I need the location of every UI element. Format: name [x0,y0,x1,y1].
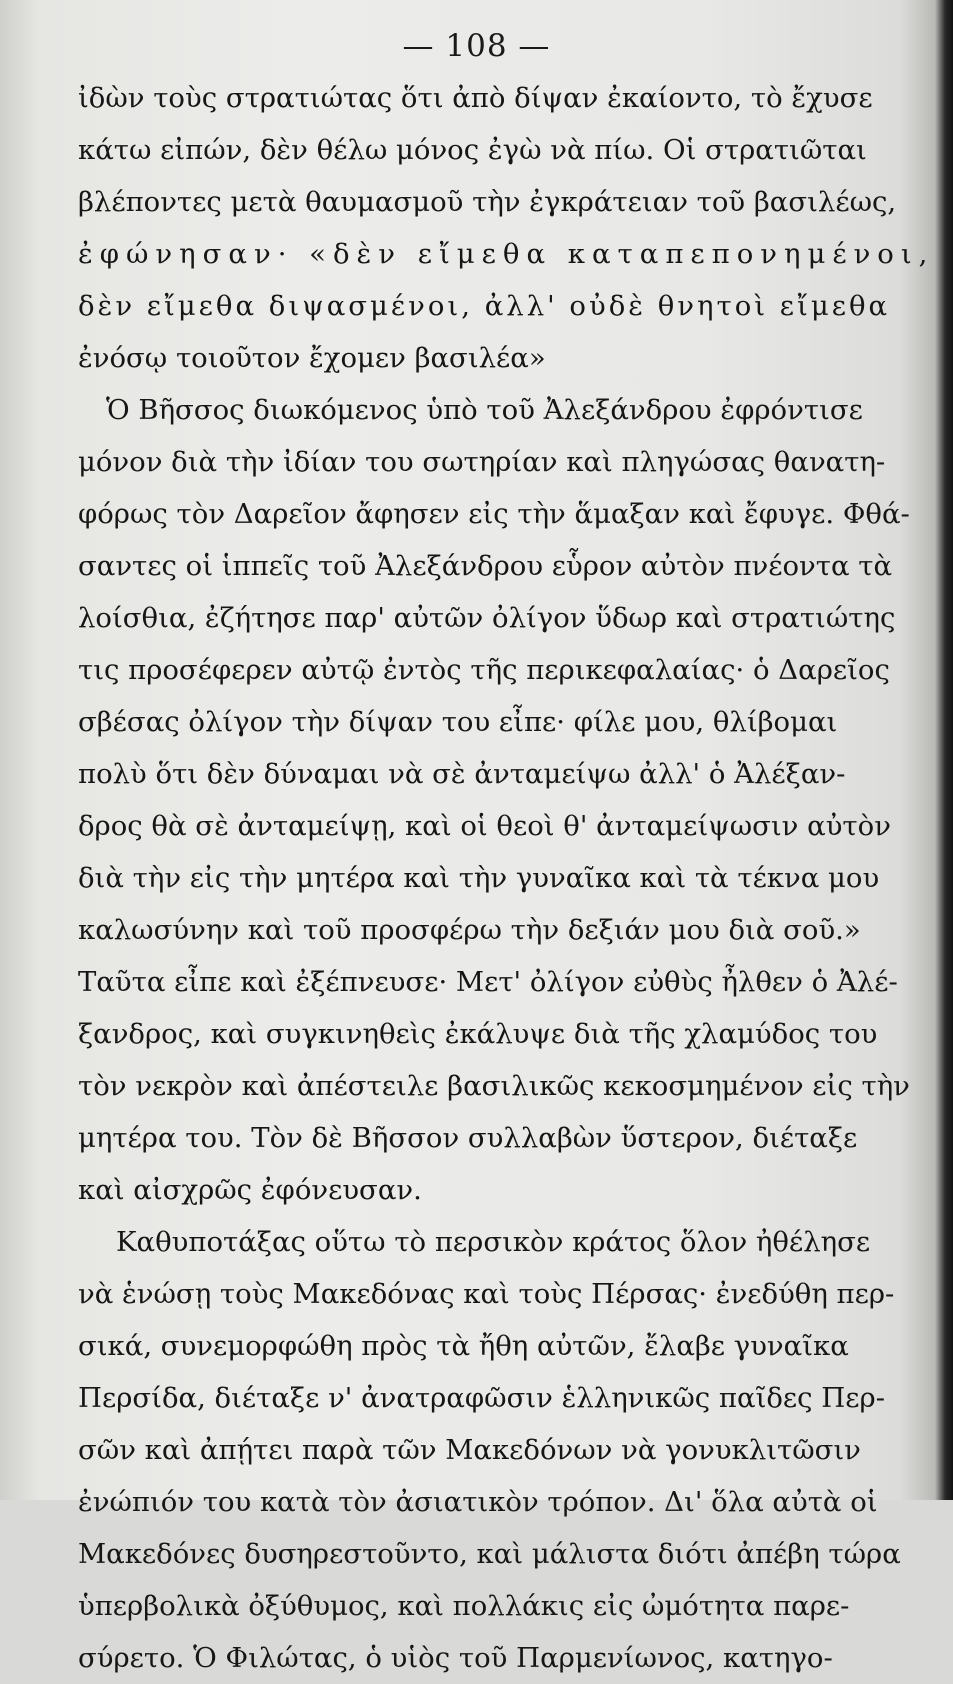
text-line: μητέρα του. Τὸν δὲ Βῆσσον συλλαβὼν ὕστερον, διέταξε [78,1122,858,1154]
text-line: σβέσας ὀλίγον τὴν δίψαν του εἶπε· φίλε μου, θλίβομαι [78,706,838,738]
text-line: καὶ αἰσχρῶς ἐφόνευσαν. [78,1174,422,1206]
text-line: καλωσύνην καὶ τοῦ προσφέρω τὴν δεξιάν μου διὰ σοῦ.» [78,914,861,946]
text-line: ξανδρος, καὶ συγκινηθεὶς ἐκάλυψε διὰ τῆς χλαμύδος του [78,1018,878,1050]
text-line: κάτω εἰπών, δὲν θέλω μόνος ἐγὼ νὰ πίω. Οἱ στρατιῶται [78,134,867,166]
text-line: λοίσθια, ἐζήτησε παρ' αὐτῶν ὀλίγον ὕδωρ καὶ στρατιώτης [78,602,896,634]
text-line: ἐνόσῳ τοιοῦτον ἔχομεν βασιλέα» [78,342,546,374]
text-line: πολὺ ὅτι δὲν δύναμαι νὰ σὲ ἀνταμείψω ἀλλ' ὁ Ἀλέξαν- [78,758,846,790]
text-line: σύρετο. Ὁ Φιλώτας, ὁ υἱὸς τοῦ Παρμενίωνος, κατηγο- [78,1642,833,1674]
body-text [78,72,935,1684]
text-line: ἐφώνησαν· «δὲν εἴμεθα καταπεπονημένοι, [78,238,935,270]
paragraph-start: Ὁ Βῆσσος διωκόμενος ὑπὸ τοῦ Ἀλεξάνδρου ἐφρόντισε [106,394,863,426]
text-line: Μακεδόνες δυσηρεστοῦντο, καὶ μάλιστα διότι ἀπέβη τώρα [78,1538,901,1570]
text-line: Περσίδα, διέταξε ν' ἀνατραφῶσιν ἑλληνικῶς παῖδες Περ- [78,1382,885,1414]
text-line: νὰ ἑνώσῃ τοὺς Μακεδόνας καὶ τοὺς Πέρσας· ἐνεδύθη περ- [78,1278,895,1310]
text-line: σικά, συνεμορφώθη πρὸς τὰ ἤθη αὐτῶν, ἔλαβε γυναῖκα [78,1330,849,1362]
text-line: ἐνώπιόν του κατὰ τὸν ἀσιατικὸν τρόπον. Δι' ὅλα αὐτὰ οἱ [78,1486,878,1518]
text-line: δὲν εἴμεθα διψασμένοι, ἀλλ' οὐδὲ θνητοὶ εἴμεθα [78,290,891,322]
text-line: μόνον διὰ τὴν ἰδίαν του σωτηρίαν καὶ πληγώσας θανατη- [78,446,886,478]
text-line: σαντες οἱ ἱππεῖς τοῦ Ἀλεξάνδρου εὗρον αὐτὸν πνέοντα τὰ [78,550,893,582]
text-line: τις προσέφερεν αὐτῷ ἐντὸς τῆς περικεφαλαίας· ὁ Δαρεῖος [78,654,890,686]
text-line: δρος θὰ σὲ ἀνταμείψῃ, καὶ οἱ θεοὶ θ' ἀνταμείψωσιν αὐτὸν [78,810,891,842]
text-line: φόρως τὸν Δαρεῖον ἄφησεν εἰς τὴν ἅμαξαν καὶ ἔφυγε. Φθά- [78,498,910,530]
paragraph-start: Καθυποτάξας οὕτω τὸ περσικὸν κράτος ὅλον ἠθέλησε [116,1226,871,1258]
text-line: τὸν νεκρὸν καὶ ἀπέστειλε βασιλικῶς κεκοσμημένον εἰς τὴν [78,1070,910,1102]
text-line: Ταῦτα εἶπε καὶ ἐξέπνευσε· Μετ' ὀλίγον εὐθὺς ἦλθεν ὁ Ἀλέ- [78,966,898,998]
text-line: ἰδὼν τοὺς στρατιώτας ὅτι ἀπὸ δίψαν ἐκαίοντο, τὸ ἔχυσε [78,82,873,114]
text-line: διὰ τὴν εἰς τὴν μητέρα καὶ τὴν γυναῖκα καὶ τὰ τέκνα μου [78,862,880,894]
text-line: σῶν καὶ ἀπῄτει παρὰ τῶν Μακεδόνων νὰ γονυκλιτῶσιν [78,1434,861,1466]
text-line: ὑπερβολικὰ ὀξύθυμος, καὶ πολλάκις εἰς ὠμότητα παρε- [78,1590,850,1622]
page-number: — 108 — [402,28,551,64]
text-line: βλέποντες μετὰ θαυμασμοῦ τὴν ἐγκράτειαν τοῦ βασιλέως, [78,186,897,218]
